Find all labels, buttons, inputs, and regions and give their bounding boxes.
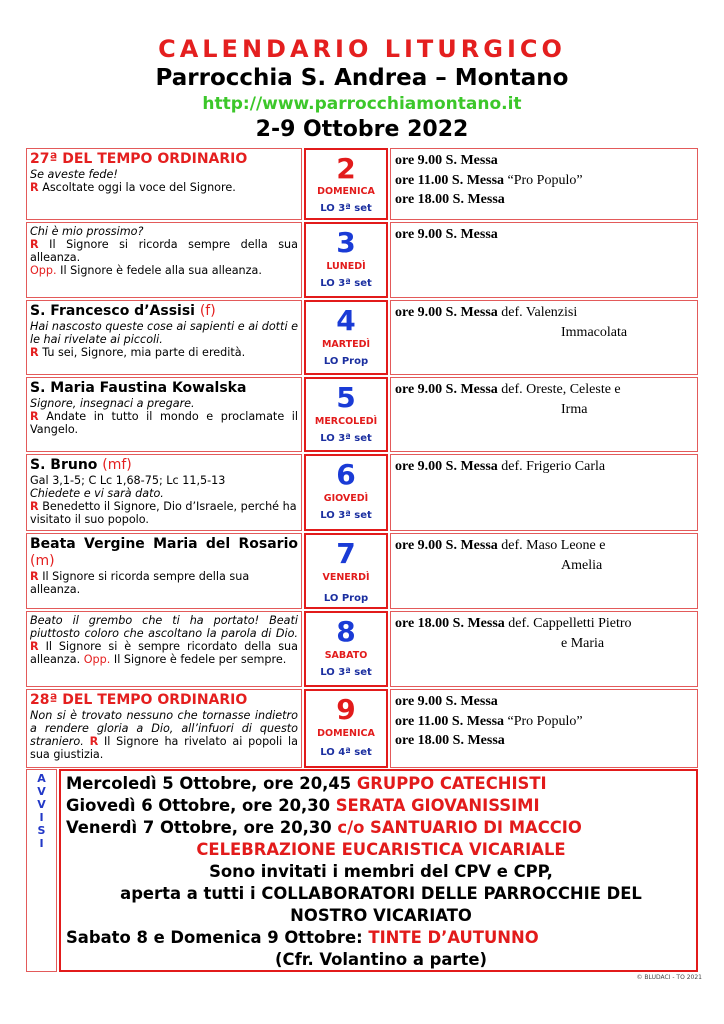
mass-cell [390,377,698,452]
mass-intention: def. Frigerio Carla [501,459,606,474]
day-cell [304,222,388,298]
day-name: DOMENICA [317,186,375,197]
response-label: R [30,410,39,423]
day-row [26,377,698,452]
day-name: GIOVEDÌ [323,493,369,504]
notice-item: Sabato 8 e Domenica 9 Ottobre: TINTE D’AUTUNNO [66,928,539,947]
mass-intention: Amelia [561,557,603,573]
parish-name: Parrocchia S. Andrea – Montano [155,65,569,91]
liturgy-cell [26,148,302,220]
day-cell [304,454,388,531]
mass-intention: Immacolata [561,324,628,340]
liturgy-cell [26,454,302,531]
mass-cell [390,222,698,298]
day-name: MARTEDÌ [321,339,371,350]
alternative-label: Opp. [83,653,111,666]
day-number: 8 [336,615,356,648]
office-week: LO Prop [323,356,369,367]
day-row [26,533,698,609]
day-number: 7 [336,537,356,570]
mass-cell [390,300,698,375]
office-week: LO 4ª set [320,747,372,758]
psalm-response: Il Signore si è sempre ricordato della sua alleanza. [30,640,298,666]
mass-time: ore 18.00 S. Messa [395,616,505,631]
day-cell [304,611,388,687]
mass-time: ore 9.00 S. Messa [395,382,498,397]
celebration-title: 28ª DEL TEMPO ORDINARIO [30,692,248,708]
rank-label: (m) [30,553,55,569]
day-number: 9 [336,693,356,726]
notice-item: aperta a tutti i COLLABORATORI DELLE PARROCCHIE DEL [120,884,642,903]
notice-item: Mercoledì 5 Ottobre, ore 20,45 GRUPPO CATECHISTI [66,774,547,793]
rank-label: (f) [199,303,216,319]
psalm-response: Ascoltate oggi la voce del Signore. [42,181,236,194]
day-row [26,300,698,375]
page-title: CALENDARIO LITURGICO [158,35,566,63]
mass-intention: “Pro Populo” [507,713,583,729]
psalm-response: Il Signore si ricorda sempre della sua alleanza. [30,238,298,264]
office-week: LO 3ª set [320,278,372,289]
notice-item: CELEBRAZIONE EUCARISTICA VICARIALE [196,840,566,859]
liturgy-cell [26,689,302,768]
day-cell [304,533,388,609]
mass-cell [390,689,698,768]
celebration-title: 27ª DEL TEMPO ORDINARIO [30,151,248,167]
copyright-footer: © BLUDACI - TO 2021 [636,974,702,981]
psalm-response: Il Signore ha rivelato ai popoli la sua giustizia. [30,735,298,761]
mass-time: ore 9.00 S. Messa [395,153,498,168]
liturgy-cell [26,300,302,375]
alternative-response: Il Signore è fedele alla sua alleanza. [60,264,262,277]
day-number: 6 [336,458,356,491]
notice-item: Giovedì 6 Ottobre, ore 20,30 SERATA GIOVANISSIMI [66,796,540,815]
celebration-title: S. Bruno [30,457,98,473]
antiphon: Chi è mio prossimo? [30,225,144,238]
day-name: DOMENICA [317,728,375,739]
mass-time: ore 9.00 S. Messa [395,227,498,242]
day-name: SABATO [324,650,368,661]
office-week: LO 3ª set [320,667,372,678]
mass-time: ore 9.00 S. Messa [395,694,498,709]
notice-item: (Cfr. Volantino a parte) [275,950,487,969]
day-number: 4 [336,304,356,337]
response-label: R [30,640,39,653]
response-label: R [30,238,39,251]
psalm-response: Benedetto il Signore, Dio d’Israele, perché ha visitato il suo popolo. [30,500,297,526]
celebration-title: S. Maria Faustina Kowalska [30,380,247,396]
day-row [26,454,698,531]
liturgy-cell [26,611,302,687]
notice-item: NOSTRO VICARIATO [290,906,472,925]
mass-cell [390,148,698,220]
notices-list [59,769,698,972]
notice-item: Venerdì 7 Ottobre, ore 20,30 c/o SANTUARIO DI MACCIO [66,818,582,837]
day-name: LUNEDÌ [326,261,366,272]
mass-cell [390,454,698,531]
notices-section [26,769,698,972]
day-cell [304,148,388,220]
day-cell [304,300,388,375]
celebration-title: S. Francesco d’Assisi [30,303,195,319]
mass-cell [390,533,698,609]
liturgy-cell [26,533,302,609]
office-week: LO 3ª set [320,433,372,444]
day-number: 5 [336,381,356,414]
rank-label: (mf) [102,457,132,473]
day-cell [304,689,388,768]
day-number: 2 [336,152,356,185]
mass-intention: def. Cappelletti Pietro [508,616,632,631]
psalm-response: Tu sei, Signore, mia parte di eredità. [42,346,246,359]
response-label: R [89,735,99,748]
response-label: R [30,346,39,359]
antiphon: Se aveste fede! [30,168,118,181]
mass-time: ore 9.00 S. Messa [395,305,498,320]
mass-intention: def. Oreste, Celeste e [501,382,621,397]
notice-item: Sono invitati i membri del CPV e CPP, [209,862,553,881]
day-row [26,611,698,687]
celebration-title: Beata Vergine Maria del Rosario [30,536,298,552]
office-week: LO 3ª set [320,203,372,214]
office-week: LO 3ª set [320,510,372,521]
liturgy-cell [26,377,302,452]
mass-time: ore 11.00 S. Messa [395,713,505,729]
mass-time: ore 18.00 S. Messa [395,733,505,748]
mass-cell [390,611,698,687]
psalm-response: Il Signore si ricorda sempre della sua alleanza. [30,570,250,596]
day-name: VENERDÌ [322,572,370,583]
antiphon: Chiedete e vi sarà dato. [30,487,164,500]
response-label: R [30,181,39,194]
liturgy-cell [26,222,302,298]
date-range: 2-9 Ottobre 2022 [255,117,469,142]
mass-time: ore 9.00 S. Messa [395,459,498,474]
alternative-response: Il Signore è fedele per sempre. [113,653,287,666]
mass-intention: def. Valenzisi [501,305,578,320]
day-cell [304,377,388,452]
day-row [26,222,698,298]
day-row [26,148,698,220]
day-name: MERCOLEDÌ [314,416,378,427]
mass-time: ore 9.00 S. Messa [395,538,498,553]
antiphon: Hai nascosto queste cose ai sapienti e ai dotti e le hai rivelate ai piccoli. [30,320,298,346]
mass-intention: e Maria [561,635,605,651]
mass-time: ore 11.00 S. Messa “Pro Populo” [395,172,583,188]
psalm-response: Andate in tutto il mondo e proclamate il Vangelo. [30,410,298,436]
response-label: R [30,570,39,583]
mass-intention: def. Maso Leone e [501,538,606,553]
day-row [26,689,698,768]
response-label: R [30,500,39,513]
notices-side-label: A V V I S I [26,769,57,972]
alternative-label: Opp. [30,264,57,277]
mass-time: ore 18.00 S. Messa [395,192,505,207]
antiphon: Non si è trovato nessuno che tornasse indietro a rendere gloria a Dio, all’infuori di questo straniero. [30,709,298,748]
antiphon: Beato il grembo che ti ha portato! Beati piuttosto coloro che ascoltano la parola di Dio. [30,614,298,640]
readings: Gal 3,1-5; C Lc 1,68-75; Lc 11,5-13 [30,474,226,487]
office-week: LO Prop [323,593,369,604]
calendar-grid [26,148,698,972]
day-number: 3 [336,226,356,259]
parish-website-link[interactable]: http://www.parrocchiamontano.it [202,94,522,114]
mass-intention: Irma [561,401,588,417]
antiphon: Signore, insegnaci a pregare. [30,397,195,410]
